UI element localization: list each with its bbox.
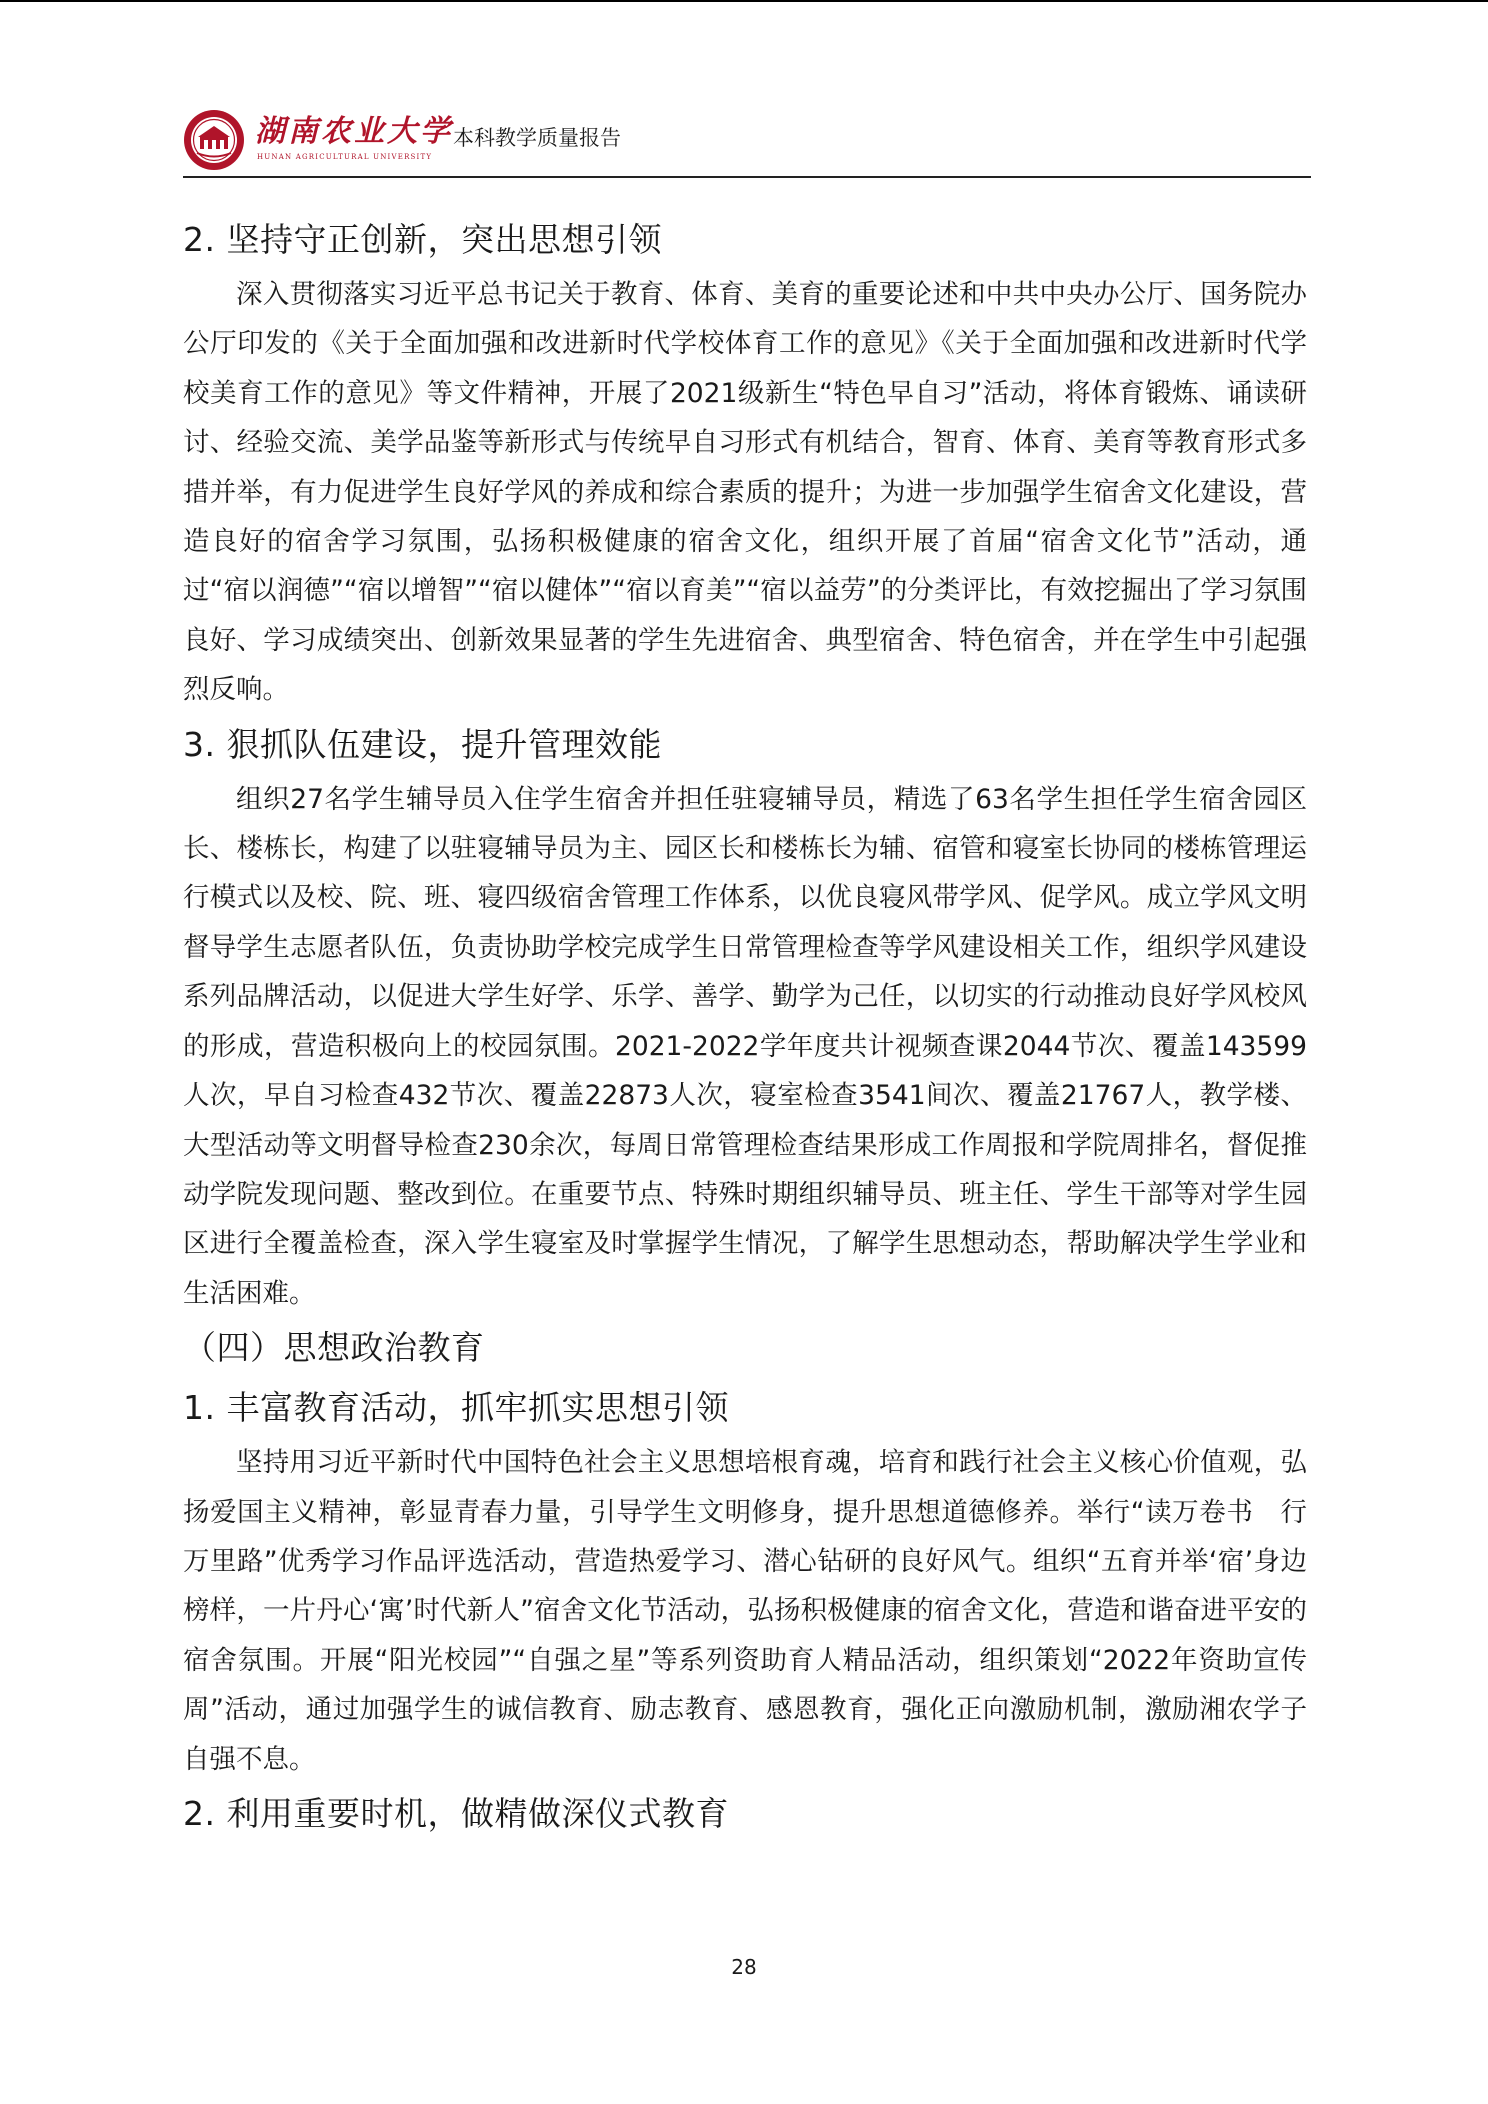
document-body xyxy=(183,210,1307,1844)
section-heading-innovation: 2. 坚持守正创新，突出思想引领 xyxy=(183,220,662,259)
body-paragraph: 组织27名学生辅导员入住学生宿舍并担任驻寝辅导员，精选了63名学生担任学生宿舍园区长、楼栋长，构建了以驻寝辅导员为主、园区长和楼栋长为辅、宿管和寝室长协同的楼栋管理运行模式以及校、院、班、寝四级宿舍管理工作体系，以优良寝风带学风、促学风。成立学风文明督导学生志愿者队伍，负责协助学校完成学生日常管理检查等学风建设相关工作，组织学风建设系列品牌活动，以促进大学生好学、乐学、善学、勤学为己任，以切实的行动推动良好学风校风的形成，营造积极向上的校园氛围。2021-2022学年度共计视频查课2044节次、覆盖143599人次，早自习检查432节次、覆盖22873人次，寝室检查3541间次、覆盖21767人，教学楼、大型活动等文明督导检查230余次，每周日常管理检查结果形成工作周报和学院周排名，督促推动学院发现问题、整改到位。在重要节点、特殊时期组织辅导员、班主任、学生干部等对学生园区进行全覆盖检查，深入学生寝室及时掌握学生情况，了解学生思想动态，帮助解决学生学业和生活困难。 xyxy=(183,783,1307,1309)
body-paragraph: 深入贯彻落实习近平总书记关于教育、体育、美育的重要论述和中共中央办公厅、国务院办公厅印发的《关于全面加强和改进新时代学校体育工作的意见》《关于全面加强和改进新时代学校美育工作的意见》等文件精神，开展了2021级新生“特色早自习”活动，将体育锻炼、诵读研讨、经验交流、美学品鉴等新形式与传统早自习形式有机结合，智育、体育、美育等教育形式多措并举，有力促进学生良好学风的养成和综合素质的提升；为进一步加强学生宿舍文化建设，营造良好的宿舍学习氛围，弘扬积极健康的宿舍文化，组织开展了首届“宿舍文化节”活动，通过“宿以润德”“宿以增智”“宿以健体”“宿以育美”“宿以益劳”的分类评比，有效挖掘出了学习氛围良好、学习成绩突出、创新效果显著的学生先进宿舍、典型宿舍、特色宿舍，并在学生中引起强烈反响。 xyxy=(183,279,1307,706)
top-border xyxy=(0,0,1488,2)
section-heading-education-activities: 1. 丰富教育活动，抓牢抓实思想引领 xyxy=(183,1388,729,1428)
body-paragraph: 坚持用习近平新时代中国特色社会主义思想培根育魂，培育和践行社会主义核心价值观，弘扬爱国主义精神，彰显青春力量，引导学生文明修身，提升思想道德修养。举行“读万卷书 行万里路”优秀学习作品评选活动，营造热爱学习、潜心钻研的良好风气。组织“五育并举‘宿’身边榜样，一片丹心‘寓’时代新人”宿舍文化节活动，弘扬积极健康的宿舍文化，营造和谐奋进平安的宿舍氛围。开展“阳光校园”“自强之星”等系列资助育人精品活动，组织策划“2022年资助宣传周”活动，通过加强学生的诚信教育、励志教育、感恩教育，强化正向激励机制，激励湘农学子自强不息。 xyxy=(183,1447,1307,1775)
report-title: 本科教学质量报告 xyxy=(453,126,621,150)
logo-chinese-name: 湖南农业大学 xyxy=(255,114,453,149)
section-heading-ceremony-education: 2. 利用重要时机，做精做深仪式教育 xyxy=(183,1793,729,1833)
section-heading-team-building: 3. 狠抓队伍建设，提升管理效能 xyxy=(183,724,662,764)
logo-english-name: HUNAN AGRICULTURAL UNIVERSITY xyxy=(257,153,433,161)
chapter-heading-ideological-education: （四）思想政治教育 xyxy=(183,1328,485,1368)
university-logo-wordmark xyxy=(255,112,453,170)
page-number: 28 xyxy=(731,1955,757,1979)
university-seal-icon xyxy=(183,109,245,171)
page-header xyxy=(183,104,1311,178)
